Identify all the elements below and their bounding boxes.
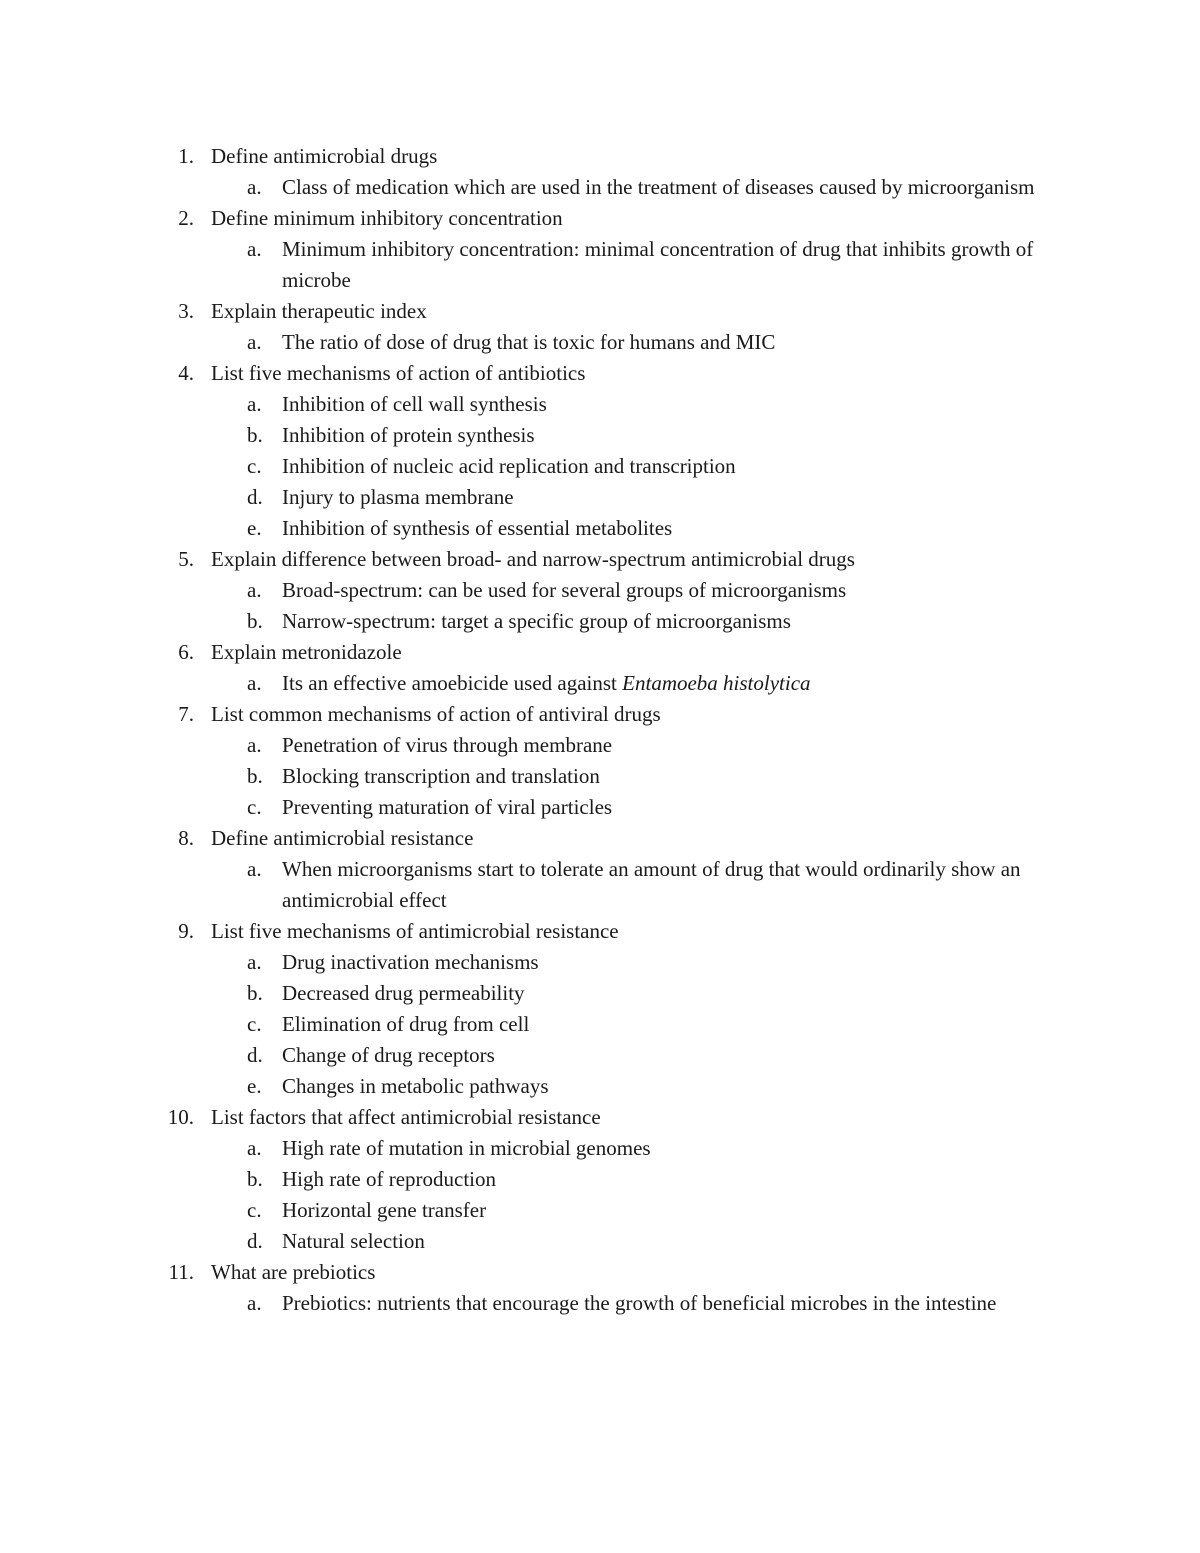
- answer-letter: a.: [247, 578, 262, 602]
- answer-letter: c.: [247, 795, 262, 819]
- answer-item: [0, 668, 1042, 699]
- answer-item: [0, 1164, 1042, 1195]
- question-number: 10.: [167, 1105, 194, 1129]
- answer-item: [0, 327, 1042, 358]
- question-item: [0, 1257, 1051, 1288]
- answer-item: [0, 978, 1042, 1009]
- question-item: [0, 823, 1051, 854]
- answer-letter: b.: [247, 1167, 263, 1191]
- answer-text: Horizontal gene transfer: [282, 1198, 487, 1222]
- question-text: What are prebiotics: [211, 1260, 376, 1284]
- answer-text: The ratio of dose of drug that is toxic for humans and MIC: [282, 330, 776, 354]
- answer-letter: c.: [247, 1012, 262, 1036]
- answer-letter: b.: [247, 609, 263, 633]
- answer-text: Blocking transcription and translation: [282, 764, 600, 788]
- answer-text: Minimum inhibitory concentration: minimal concentration of drug that inhibits growth of microbe: [282, 237, 1034, 292]
- answer-item: [0, 575, 1042, 606]
- answer-letter: e.: [247, 1074, 262, 1098]
- answer-letter: a.: [247, 1136, 262, 1160]
- question-item: [0, 699, 1051, 730]
- answer-item: [0, 1040, 1042, 1071]
- question-number: 8.: [178, 826, 194, 850]
- question-number: 4.: [178, 361, 194, 385]
- question-number: 3.: [178, 299, 194, 323]
- answer-text: Inhibition of protein synthesis: [282, 423, 535, 447]
- answer-item: [0, 947, 1042, 978]
- answer-item: [0, 420, 1042, 451]
- answer-text: Inhibition of synthesis of essential metabolites: [282, 516, 673, 540]
- question-item: [0, 544, 1051, 575]
- answer-item: [0, 234, 1042, 296]
- answer-italic-term: Entamoeba histolytica: [622, 671, 811, 695]
- answer-text: High rate of reproduction: [282, 1167, 497, 1191]
- answer-text: Narrow-spectrum: target a specific group of microorganisms: [282, 609, 791, 633]
- question-text: Define antimicrobial resistance: [211, 826, 474, 850]
- question-item: [0, 296, 1051, 327]
- answer-text: Natural selection: [282, 1229, 425, 1253]
- document-page: [0, 141, 1200, 1319]
- answer-letter: a.: [247, 857, 262, 881]
- answer-letter: c.: [247, 1198, 262, 1222]
- answer-text: Drug inactivation mechanisms: [282, 950, 539, 974]
- answer-item: [0, 1195, 1042, 1226]
- question-item: [0, 916, 1051, 947]
- answer-letter: e.: [247, 516, 262, 540]
- answer-text: Inhibition of cell wall synthesis: [282, 392, 547, 416]
- answer-item: [0, 389, 1042, 420]
- question-text: Define antimicrobial drugs: [211, 144, 438, 168]
- answer-letter: a.: [247, 733, 262, 757]
- question-text: Define minimum inhibitory concentration: [211, 206, 563, 230]
- answer-text: Its an effective amoebicide used against: [282, 671, 623, 695]
- answer-text: Class of medication which are used in the treatment of diseases caused by microorganism: [282, 175, 1035, 199]
- question-number: 9.: [178, 919, 194, 943]
- answer-text: Change of drug receptors: [282, 1043, 495, 1067]
- answer-letter: b.: [247, 764, 263, 788]
- answer-text: Changes in metabolic pathways: [282, 1074, 549, 1098]
- answer-item: [0, 854, 1042, 916]
- answer-item: [0, 482, 1042, 513]
- question-number: 11.: [168, 1260, 194, 1284]
- answer-text: Penetration of virus through membrane: [282, 733, 613, 757]
- question-item: [0, 1102, 1051, 1133]
- answer-letter: d.: [247, 1229, 263, 1253]
- question-text: List factors that affect antimicrobial resistance: [211, 1105, 601, 1129]
- answer-item: [0, 606, 1042, 637]
- answer-item: [0, 1226, 1042, 1257]
- question-number: 6.: [178, 640, 194, 664]
- answer-letter: a.: [247, 392, 262, 416]
- answer-letter: d.: [247, 485, 263, 509]
- answer-item: [0, 513, 1042, 544]
- answer-text: High rate of mutation in microbial genomes: [282, 1136, 651, 1160]
- answer-item: [0, 1009, 1042, 1040]
- answer-letter: a.: [247, 1291, 262, 1315]
- answer-text: Preventing maturation of viral particles: [282, 795, 613, 819]
- question-item: [0, 358, 1051, 389]
- question-text: List common mechanisms of action of antiviral drugs: [211, 702, 661, 726]
- answer-item: [0, 730, 1042, 761]
- question-number: 2.: [178, 206, 194, 230]
- answer-letter: a.: [247, 950, 262, 974]
- answer-text: Broad-spectrum: can be used for several groups of microorganisms: [282, 578, 847, 602]
- answer-text: Injury to plasma membrane: [282, 485, 514, 509]
- question-number: 7.: [178, 702, 194, 726]
- answer-item: [0, 451, 1042, 482]
- question-number: 1.: [178, 144, 194, 168]
- answer-text: Prebiotics: nutrients that encourage the growth of beneficial microbes in the intestine: [282, 1291, 997, 1315]
- question-item: [0, 637, 1051, 668]
- question-item: [0, 203, 1051, 234]
- answer-letter: a.: [247, 175, 262, 199]
- answer-item: [0, 761, 1042, 792]
- question-number: 5.: [178, 547, 194, 571]
- question-text: Explain difference between broad- and narrow-spectrum antimicrobial drugs: [211, 547, 855, 571]
- answer-item: [0, 1288, 1042, 1319]
- answer-letter: b.: [247, 423, 263, 447]
- answer-letter: d.: [247, 1043, 263, 1067]
- question-text: List five mechanisms of action of antibiotics: [211, 361, 586, 385]
- answer-letter: a.: [247, 237, 262, 261]
- question-item: [0, 141, 1051, 172]
- answer-text: Elimination of drug from cell: [282, 1012, 530, 1036]
- question-text: List five mechanisms of antimicrobial resistance: [211, 919, 619, 943]
- answer-letter: a.: [247, 671, 262, 695]
- answer-text: Inhibition of nucleic acid replication and transcription: [282, 454, 736, 478]
- answer-text: Decreased drug permeability: [282, 981, 525, 1005]
- answer-letter: b.: [247, 981, 263, 1005]
- question-text: Explain therapeutic index: [211, 299, 427, 323]
- answer-letter: a.: [247, 330, 262, 354]
- answer-item: [0, 1071, 1042, 1102]
- answer-item: [0, 172, 1042, 203]
- question-text: Explain metronidazole: [211, 640, 402, 664]
- answer-letter: c.: [247, 454, 262, 478]
- answer-item: [0, 792, 1042, 823]
- answer-item: [0, 1133, 1042, 1164]
- answer-text: When microorganisms start to tolerate an amount of drug that would ordinarily show an antimicrobial effect: [282, 857, 1021, 912]
